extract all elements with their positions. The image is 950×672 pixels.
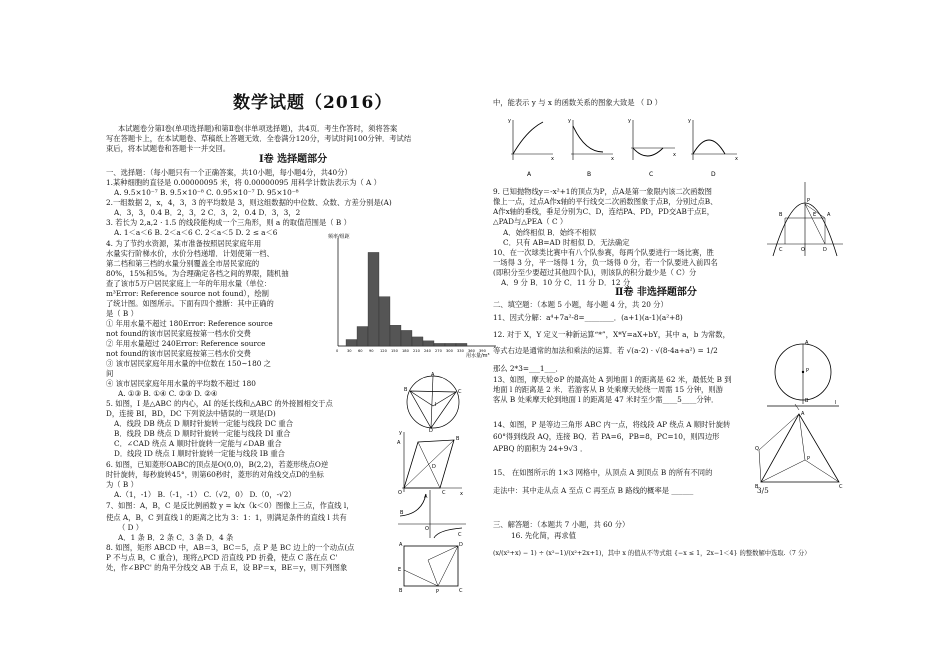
q5-line-2: D，连接 BI，BD，DC 下列说法中错误的一项是(D) — [106, 409, 276, 418]
histogram-tick-label: 0 — [336, 349, 339, 353]
svg-text:B: B — [400, 510, 404, 516]
histogram-tick-label: 360 — [468, 349, 475, 353]
q14: 14、如图，P 是等边三角形 ABC 内一点，将线段 AP 绕点 A 顺时针旋转 — [493, 420, 731, 429]
q7-hyperbola-figure — [396, 488, 468, 543]
svg-text:C: C — [779, 247, 783, 253]
svg-text:x: x — [551, 156, 554, 162]
svg-text:y: y — [688, 118, 691, 124]
q8-option-graphs — [503, 112, 743, 187]
q4-stmt-2: ② 年用水量超过 240Error: Reference source — [106, 339, 266, 348]
svg-text:A: A — [805, 340, 809, 346]
q7-line-3: （ D ） — [118, 523, 144, 532]
q9-options-cd: C．只有 AB=AD 时相似 D．无法确定 — [503, 238, 630, 247]
graph-b — [568, 118, 614, 178]
q4-line-7: 了统计图。如图所示。下面有四个推断：其中正确的 — [106, 299, 274, 308]
q6-options: A.（1，-1） B.（-1，-1） C.（√2，0） D.（0，-√2） — [114, 490, 296, 499]
q4-line-4: 80%，15%和5%。为合理确定各档之间的界限，随机抽 — [106, 269, 289, 278]
svg-text:O: O — [425, 526, 429, 532]
svg-text:I: I — [435, 402, 437, 408]
q5-option-a: A．线段 DB 绕点 D 顺时针旋转一定能与线段 DC 重合 — [114, 419, 294, 428]
histogram-tick-label: 210 — [413, 349, 420, 353]
svg-text:C: C — [459, 588, 463, 594]
svg-text:P: P — [436, 589, 440, 594]
histogram-bar — [445, 343, 456, 346]
q8-line-3: 处，作∠BPC' 的角平分线交 AB 于点 E，设 BP＝x，BE＝y，则下列图象 — [106, 563, 348, 572]
q4-stmt-1b: not found的该市居民家庭按第一档水价交费 — [106, 329, 251, 338]
histogram-ylabel: 频率/组距 — [328, 234, 350, 240]
histogram-bar — [379, 297, 390, 346]
histogram-bar — [456, 343, 467, 346]
svg-text:A: A — [424, 494, 428, 500]
q15-answer: 3/5 — [757, 486, 769, 495]
svg-text:y: y — [568, 118, 571, 124]
svg-text:C: C — [458, 389, 462, 395]
histogram-bar — [357, 327, 368, 347]
intro-line-2: 写在答题卡上，在本试题卷、草稿纸上答题无效．全卷满分120分，考试时间100分钟．考试结 — [106, 134, 412, 143]
q4-stmt-3b: 间 — [106, 369, 114, 378]
q4-line-8: 是（ B ） — [106, 309, 138, 318]
svg-text:E: E — [813, 212, 817, 218]
q14-triangle-figure — [755, 410, 845, 493]
svg-text:x: x — [673, 152, 676, 158]
svg-text:D: D — [432, 464, 436, 470]
q16-expression: (x/(x²+x) − 1) ÷ (x²−1)/(x²+2x+1)，其中 x 的值从不等式组 {−x ≤ 1，2x−1＜4} 的整数解中选取.（7 分） — [493, 550, 811, 557]
q9-parabola-figure — [765, 180, 845, 263]
histogram-tick-label: 90 — [369, 349, 374, 353]
q7-options: A．1 条 B．2 条 C．3 条 D．4 条 — [118, 533, 234, 542]
svg-text:P: P — [807, 456, 811, 462]
q4-line-6: m³Error: Reference source not found），绘制 — [106, 289, 269, 298]
histogram-bar — [423, 341, 434, 346]
q4-line-5: 查了该市5万户居民家庭上一年的年用水量（单位： — [106, 279, 272, 288]
svg-text:O: O — [398, 490, 402, 496]
q8-line-4: 中，能表示 y 与 x 的函数关系的图象大致是 （ D ） — [493, 98, 662, 107]
svg-text:A: A — [431, 372, 435, 378]
q6-line-2: 时针旋转，每秒旋转45°，则第60秒时，菱形的对角线交点D的坐标 — [106, 470, 324, 479]
histogram-bar — [434, 343, 445, 346]
svg-text:A: A — [399, 542, 403, 548]
water-usage-histogram — [326, 230, 501, 363]
q4-line-1: 4. 为了节约水资源，某市准备按照居民家庭年用 — [106, 239, 262, 248]
q4-line-2: 水量实行阶梯水价，水价分档递增．计划使第一档、 — [106, 249, 274, 258]
histogram-tick-label: 120 — [380, 349, 387, 353]
q3: 3. 若长为 2,a,2 · 1.5 的线段能构成一个三角形，则 a 的取值范围是（ B ） — [106, 218, 351, 227]
page-title: 数学试题（2016） — [233, 93, 393, 113]
q4-stmt-4: ④ 该市居民家庭年用水量的平均数不超过 180 — [106, 379, 256, 388]
part2-heading: Ⅱ卷 非选择题部分 — [615, 287, 697, 298]
q11: 11、因式分解：a⁴+7a²-8=________．(a+1)(a-1)(a²+8) — [493, 313, 683, 322]
q4-stmt-3: ③ 该市居民家庭年用水量的中位数在 150~180 之 — [106, 359, 271, 368]
q8: 8. 如图，矩形 ABCD 中，AB＝3，BC＝5，点 P 是 BC 边上的一个动点(点 — [106, 543, 355, 552]
graph-label-c: C — [649, 171, 654, 178]
svg-text:C: C — [458, 532, 462, 538]
q9-line-3: A作x轴的垂线，垂足分别为C、D，连结PA、PD，PD交AB于点E， — [493, 207, 715, 216]
q4-stmt-2b: not found的该市居民家庭按第三档水价交费 — [106, 349, 251, 358]
q8-line-2: P 不与点 B，C 重合)，现将△PCD 沿直线 PD 折叠，使点 C 落在点 C' — [106, 553, 338, 562]
svg-text:B: B — [399, 588, 403, 594]
svg-text:C: C — [839, 484, 843, 490]
histogram-bar — [390, 325, 401, 346]
svg-text:Q: Q — [755, 446, 759, 452]
q1: 1.某种细胞的直径是 0.00000095 米，将 0.00000095 用科学计数法表示为（ A ） — [106, 178, 381, 187]
svg-text:P: P — [807, 198, 811, 204]
histogram-tick-label: 330 — [457, 349, 464, 353]
q14-line-3: APBQ 的面积为 24+9√3 ． — [493, 444, 588, 453]
svg-text:l: l — [835, 400, 837, 406]
histogram-tick-label: 60 — [358, 349, 363, 353]
histogram-xlabel: 用水量/m³ — [466, 353, 490, 359]
q10-options: A．9 分 B．10 分 C．11 分 D．12 分 — [501, 278, 631, 287]
q5-option-c: C．∠CAD 绕点 A 顺时针旋转一定能与∠DAB 重合 — [114, 439, 282, 448]
histogram-tick-label: 300 — [446, 349, 453, 353]
q13-line-2: 地面 l 的距离是 2 米．若游客从 B 处乘摩天轮绕一周需 15 分钟，则游 — [493, 385, 723, 394]
svg-text:A: A — [801, 411, 805, 417]
intro-line-1: 本试题卷分第Ⅰ卷(单项选择题)和第Ⅱ卷(非单项选择题)，共4页．考生作答时，须将答案 — [118, 124, 398, 133]
q7-line-2: 使点 A，B，C 到直线 l 的距离之比为 3：1：1，则满足条件的直线 l 共有 — [106, 513, 347, 522]
q5: 5. 如图，I 是△ABC 的内心，AI 的延长线和△ABC 的外接圆相交于点 — [106, 399, 333, 408]
svg-text:C: C — [442, 490, 446, 496]
q3-options: A. 1＜a＜6 B. 2＜a＜6 C. 2＜a＜5 D. 2 ≤ a＜6 — [114, 228, 278, 237]
svg-text:P: P — [806, 368, 810, 374]
histogram-tick-label: 240 — [424, 349, 431, 353]
section-solve: 三、解答题：（本题共 7 小题，共 60 分） — [493, 520, 630, 529]
q12-line-2: 等式右边是通常的加法和乘法的运算．若 √(a-2) · √(8-4a+a²) = 1/2 — [493, 346, 718, 355]
svg-text:A: A — [827, 212, 831, 218]
q16: 16. 先化简，再求值 — [511, 531, 577, 540]
q6-line-3: 为（ B ） — [106, 480, 138, 489]
part1-heading: Ⅰ卷 选择题部分 — [259, 154, 328, 165]
q9-options-ab: A．始终相似 B．始终不相似 — [503, 228, 597, 237]
q10-line-2: 一场得 3 分，平一场得 1 分，负一场得 0 分，若一个队要进入前四名 — [493, 258, 718, 267]
q5-circle-figure — [398, 372, 468, 435]
svg-text:B: B — [755, 484, 759, 490]
svg-text:B: B — [456, 436, 460, 442]
histogram-bar — [401, 330, 412, 346]
svg-text:y: y — [399, 430, 402, 436]
graph-label-a: A — [527, 171, 532, 178]
histogram-tick-label: 270 — [435, 349, 442, 353]
q5-option-b: B．线段 DB 绕点 D 顺时针旋转一定能与线段 DI 重合 — [114, 429, 291, 438]
q5-option-d: D．线段 ID 绕点 I 顺时针旋转一定能与线段 IB 重合 — [114, 449, 285, 458]
q12: 12. 对于 X，Y 定义一种新运算“*”，X*Y=aX+bY，其中 a，b 为常数， — [493, 330, 730, 339]
q9: 9. 已知抛物线y＝-x²+1的顶点为P，点A是第一象限内该二次函数图 — [493, 187, 712, 196]
histogram-bar — [346, 340, 357, 347]
q4-options: A. ①③ B. ①④ C. ②③ D. ②④ — [118, 389, 218, 398]
q10-line-3: (即积分至少要超过其他四个队)，则该队的积分最少是（ C）分 — [493, 268, 697, 277]
q4-stmt-1: ① 年用水量不超过 180Error: Reference source — [106, 319, 273, 328]
svg-text:D: D — [823, 247, 827, 253]
graph-d — [688, 118, 738, 178]
graph-a — [508, 118, 554, 178]
svg-text:x: x — [611, 156, 614, 162]
svg-text:y: y — [508, 118, 511, 124]
histogram-tick-label: 180 — [402, 349, 409, 353]
svg-text:B: B — [404, 387, 408, 393]
svg-text:y: y — [628, 118, 631, 124]
q13-line-3: 客从 B 处乘摩天轮到地面 l 的距离是 47 米时至少需____5____分钟． — [493, 395, 719, 404]
histogram-bar — [412, 337, 423, 346]
q12-line-3: 那么 2*3=___1___． — [493, 364, 563, 373]
q14-line-2: 60°得到线段 AQ，连接 BQ．若 PA=6，PB=8，PC=10，则四边形 — [493, 432, 720, 441]
svg-text:B: B — [805, 398, 809, 404]
svg-text:x: x — [735, 156, 738, 162]
histogram-tick-label: 150 — [391, 349, 398, 353]
svg-text:A: A — [397, 440, 401, 446]
histogram-bar — [368, 252, 379, 346]
svg-text:E: E — [398, 567, 402, 573]
q9-line-2: 像上一点，过点A作x轴的平行线交二次函数图象于点B，分别过点B、 — [493, 197, 718, 206]
svg-text:B: B — [779, 212, 783, 218]
svg-text:O: O — [801, 247, 805, 253]
q10: 10、在一次球类比赛中有八个队参赛，每两个队要进行一场比赛，胜 — [493, 248, 714, 257]
svg-text:D: D — [459, 542, 463, 548]
svg-text:D: D — [429, 428, 433, 432]
q4-line-3: 第二档和第三档的水量分别覆盖全市居民家庭的 — [106, 259, 260, 268]
section-fill: 二、填空题：（本题 5 小题，每小题 4 分，共 20 分） — [493, 300, 668, 309]
graph-label-d: D — [711, 171, 716, 178]
q2: 2.一组数据 2，x，4，3，3 的平均数是 3，则这组数据的中位数、众数、方差分别是(A) — [106, 198, 392, 207]
q15: 15、 在如图所示的 1×3 网格中，从顶点 A 到顶点 B 的所有不同的 — [493, 468, 713, 477]
q15-line-2: 走法中：其中走从点 A 至点 C 再至点 B 路线的概率是 ______ — [493, 486, 694, 495]
q1-options: A. 9.5×10⁻⁷ B. 9.5×10⁻⁸ C. 0.95×10⁻⁷ D. 95×10⁻⁸ — [114, 188, 299, 197]
histogram-tick-label: 390 — [479, 349, 486, 353]
q6: 6. 如图，已知菱形OABC的顶点是O(0,0)，B(2,2)，若菱形绕点O逆 — [106, 460, 329, 469]
svg-text:x: x — [460, 491, 463, 496]
q13: 13、如图，摩天轮⊙P 的最高处 A 到地面 l 的距离是 62 米，最低处 B 到 — [493, 375, 732, 384]
graph-c — [628, 118, 676, 178]
section-mc: 一、选择题：（每小题只有一个正确答案，共10小题，每小题4分，共40分） — [106, 168, 352, 177]
q9-line-4: △PAD与△PEA（ C ） — [493, 217, 568, 226]
histogram-tick-label: 30 — [347, 349, 352, 353]
intro-line-3: 束后，将本试题卷和答题卡一并交回。 — [106, 144, 231, 153]
q7: 7、如图：A，B，C 是反比例函数 y = k/x（k＜0）图像上三点，作直线 l， — [106, 501, 354, 510]
q2-options: A．3，3，0.4 B．2，3，2 C．3，2，0.4 D．3，3，2 — [114, 208, 301, 217]
q13-ferris-wheel-figure — [765, 338, 841, 413]
q8-rectangle-figure — [398, 540, 464, 597]
graph-label-b: B — [587, 171, 592, 178]
